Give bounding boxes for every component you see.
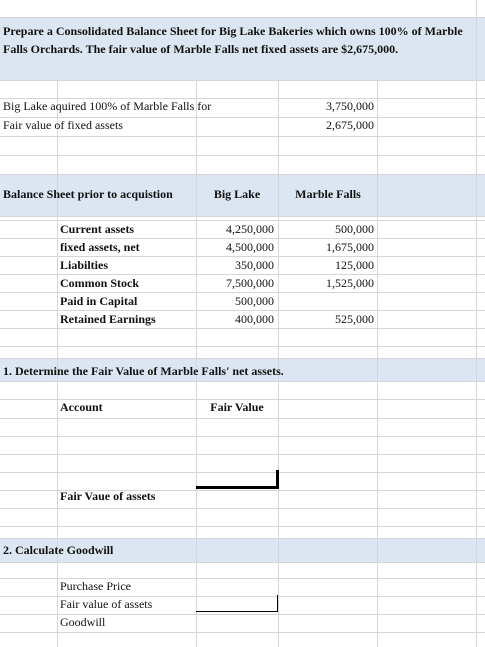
grid-row-line: [0, 381, 485, 382]
grid-row-line: [0, 256, 485, 257]
grid-row-line: [0, 310, 485, 311]
grid-row-line: [0, 358, 485, 359]
problem-statement: Prepare a Consolidated Balance Sheet for Big Lake Bakeries which owns 100% of Marble Falls Orchards. The fair value of Marble Falls net fixed assets are $2,675,000.: [3, 24, 463, 56]
grid-row-line: [0, 155, 485, 156]
grid-row-line: [0, 454, 485, 455]
grid-row-line: [0, 174, 485, 175]
grid-row-line: [0, 274, 485, 275]
fair-value-header: Fair Value: [210, 400, 264, 414]
bs-row-label: Paid in Capital: [60, 294, 138, 308]
grid-row-line: [0, 538, 485, 539]
grid-row-line: [0, 418, 485, 419]
bs-row-label: Current assets: [60, 222, 135, 236]
grid-row-line: [0, 632, 485, 633]
fair-value-total-label: Fair Vaue of assets: [60, 489, 156, 503]
grid-row-line: [0, 436, 485, 437]
grid-row-line: [0, 136, 485, 137]
bs-row-big-lake[interactable]: 7,500,000: [226, 276, 274, 290]
bs-row-label: Liabilties: [60, 258, 109, 272]
bs-row-big-lake[interactable]: 4,500,000: [226, 240, 274, 254]
acquisition-label: Big Lake aquired 100% of Marble Falls for: [3, 99, 212, 113]
fixed-assets-fv-label: Fair value of fixed assets: [3, 118, 123, 132]
grid-row-line: [0, 328, 485, 329]
grid-row-line: [0, 17, 485, 18]
bs-row-big-lake[interactable]: 350,000: [235, 258, 274, 272]
grid-row-line: [0, 216, 485, 217]
grid-col-e: [476, 0, 477, 647]
bs-row-label: Retained Earnings: [60, 312, 156, 326]
fixed-assets-fv-value[interactable]: 2,675,000: [326, 118, 374, 132]
bs-row-label: Common Stock: [60, 276, 140, 290]
bs-col-marble-falls: Marble Falls: [295, 187, 361, 201]
fair-value-total-cell[interactable]: [197, 468, 275, 485]
goodwill-label: Goodwill: [60, 615, 106, 629]
total-right-border: [276, 470, 279, 489]
bs-row-marble-falls[interactable]: 1,525,000: [326, 276, 374, 290]
grid-row-line: [0, 508, 485, 509]
grid-row-line: [0, 220, 485, 221]
bs-row-marble-falls[interactable]: 1,675,000: [326, 240, 374, 254]
acquisition-value[interactable]: 3,750,000: [326, 99, 374, 113]
bs-row-marble-falls[interactable]: 525,000: [335, 312, 374, 326]
bs-row-label: fixed assets, net: [60, 240, 140, 254]
grid-row-line: [0, 80, 485, 81]
bs-row-marble-falls[interactable]: 500,000: [335, 222, 374, 236]
fair-value-assets-cell[interactable]: [196, 595, 278, 612]
bs-row-big-lake[interactable]: 400,000: [235, 312, 274, 326]
grid-row-line: [0, 238, 485, 239]
bs-row-marble-falls[interactable]: 125,000: [335, 258, 374, 272]
grid-row-line: [0, 292, 485, 293]
grid-row-line: [0, 562, 485, 563]
account-header: Account: [60, 400, 103, 414]
bs-row-big-lake[interactable]: 4,250,000: [226, 222, 274, 236]
bs-row-big-lake[interactable]: 500,000: [235, 294, 274, 308]
goodwill-purchase-price: Purchase Price: [60, 579, 131, 593]
q2-title: 2. Calculate Goodwill: [3, 543, 114, 557]
grid-row-line: [0, 526, 485, 527]
bs-title: Balance Sheet prior to acquistion: [3, 187, 173, 201]
q1-title: 1. Determine the Fair Value of Marble Falls' net assets.: [3, 364, 284, 378]
goodwill-fair-value: Fair value of assets: [60, 597, 153, 611]
bs-col-big-lake: Big Lake: [213, 187, 261, 201]
total-underline: [196, 486, 278, 489]
grid-col-d: [377, 80, 378, 647]
grid-row-line: [0, 346, 485, 347]
